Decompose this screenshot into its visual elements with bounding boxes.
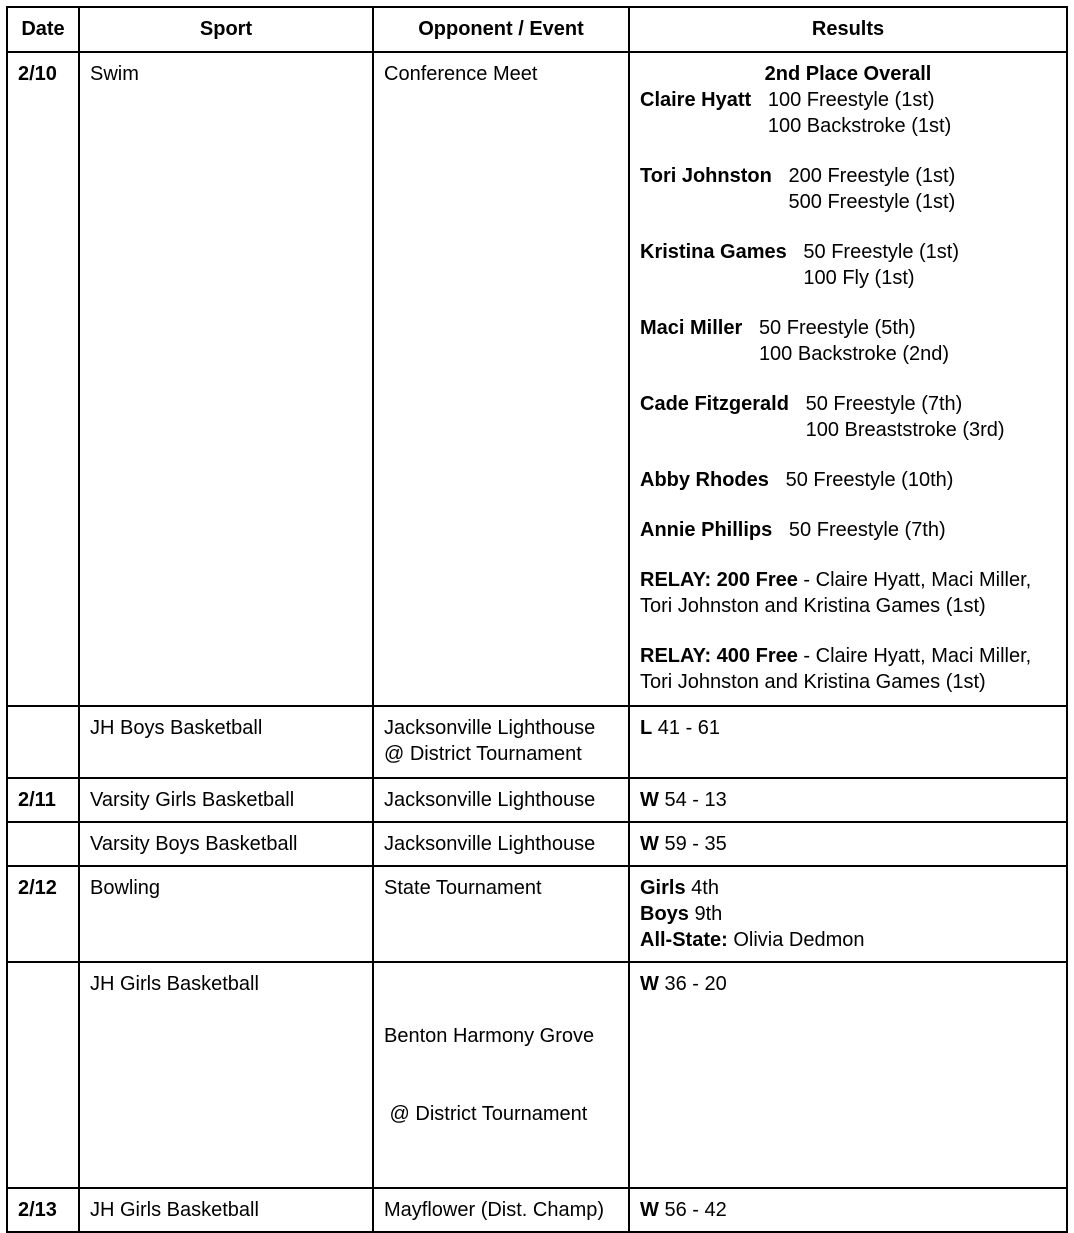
header-results: Results [629,7,1067,52]
date-cell [7,706,79,778]
relay-label: RELAY: 200 Free [640,569,798,591]
swimmer-name: Annie Phillips [640,519,773,541]
swimmer-entry [640,517,1056,543]
swimmer-entry [640,163,1056,215]
swimmer-event: 50 Freestyle (7th) [805,393,963,415]
results-cell [629,866,1067,962]
result-letter: W [640,789,659,811]
swimmer-event-line [640,417,1056,443]
sport-cell: JH Girls Basketball [79,1188,373,1232]
sport-cell: JH Boys Basketball [79,706,373,778]
result-label: Boys [640,903,689,925]
date-cell [7,962,79,1188]
swimmer-name: Claire Hyatt [640,89,752,111]
header-date: Date [7,7,79,52]
opponent-line: Benton Harmony Grove [384,1025,595,1047]
swimmer-entry [640,87,1056,139]
swimmer-event: 100 Backstroke (2nd) [758,343,950,365]
swimmer-event-line [640,391,1056,417]
swimmer-event-line [640,163,1056,189]
date-cell: 2/11 [7,778,79,822]
swimmer-event: 50 Freestyle (10th) [785,469,954,491]
results-cell [629,1188,1067,1232]
swimmer-entry [640,467,1056,493]
swimmer-event: 100 Breaststroke (3rd) [805,419,1005,441]
swimmer-event-line [640,517,1056,543]
relay-text: - Claire Hyatt, Maci Miller, Tori Johnston and Kristina Games (1st) [640,645,1032,693]
result-score: 56 - 42 [658,1199,727,1221]
swimmer-event: 50 Freestyle (5th) [758,317,916,339]
relay-text: - Claire Hyatt, Maci Miller, Tori Johnston and Kristina Games (1st) [640,569,1032,617]
result-label: Girls [640,877,686,899]
table-row [7,1188,1067,1232]
swimmer-name: Abby Rhodes [640,469,769,491]
swimmer-event: 100 Freestyle (1st) [767,89,935,111]
table-row [7,962,1067,1188]
date-cell: 2/12 [7,866,79,962]
sport-cell: Varsity Boys Basketball [79,822,373,866]
swimmer-name: Kristina Games [640,241,787,263]
results-cell [629,52,1067,706]
date-cell: 2/13 [7,1188,79,1232]
date-cell [7,822,79,866]
result-text: 4th [685,877,719,899]
result-score: 41 - 61 [652,717,721,739]
results-cell [629,962,1067,1188]
opponent-cell [373,962,629,1188]
swimmer-list [640,87,1056,543]
swimmer-event: 100 Fly (1st) [803,267,915,289]
opponent-cell: Mayflower (Dist. Champ) [373,1188,629,1232]
swimmer-event-line [640,87,1056,113]
opponent-line: @ District Tournament [384,1103,588,1125]
relay-label: RELAY: 400 Free [640,645,798,667]
results-cell [629,778,1067,822]
swimmer-event-line [640,341,1056,367]
result-score: 36 - 20 [658,973,727,995]
swimmer-event: 500 Freestyle (1st) [788,191,956,213]
swimmer-event: 50 Freestyle (7th) [788,519,946,541]
sport-cell: Varsity Girls Basketball [79,778,373,822]
swimmer-event-line [640,239,1056,265]
relay-entry [640,567,1058,619]
date-cell: 2/10 [7,52,79,706]
swimmer-name: Cade Fitzgerald [640,393,789,415]
swimmer-entry [640,315,1056,367]
results-cell [629,822,1067,866]
swimmer-event-line [640,113,1056,139]
opponent-cell: Jacksonville Lighthouse [373,822,629,866]
opponent-cell: Conference Meet [373,52,629,706]
swimmer-event: 200 Freestyle (1st) [788,165,956,187]
bowling-result-line [640,901,1056,927]
opponent-cell: Jacksonville Lighthouse [373,778,629,822]
relay-list [640,567,1056,695]
opponent-cell: State Tournament [373,866,629,962]
result-label: All-State: [640,929,728,951]
swimmer-event-line [640,265,1056,291]
table-row [7,778,1067,822]
swimmer-entry [640,391,1056,443]
swimmer-event: 100 Backstroke (1st) [767,115,952,137]
swimmer-event: 50 Freestyle (1st) [803,241,960,263]
result-letter: W [640,833,659,855]
opponent-line: Jacksonville Lighthouse [384,717,596,739]
results-table [6,6,1068,1233]
opponent-line: @ District Tournament [384,743,582,765]
relay-entry [640,643,1058,695]
table-row [7,706,1067,778]
swimmer-name: Maci Miller [640,317,743,339]
result-text: Olivia Dedmon [727,929,865,951]
result-letter: W [640,973,659,995]
swimmer-entry [640,239,1056,291]
swimmer-name: Tori Johnston [640,165,772,187]
bowling-result-line [640,875,1056,901]
result-score: 59 - 35 [658,833,727,855]
bowling-result-line [640,927,1056,953]
results-cell [629,706,1067,778]
table-row-bowling [7,866,1067,962]
result-letter: W [640,1199,659,1221]
swimmer-event-line [640,467,1056,493]
opponent-cell [373,706,629,778]
table-row [7,822,1067,866]
swimmer-event-line [640,189,1056,215]
result-score: 54 - 13 [658,789,727,811]
table-row-swim [7,52,1067,706]
header-opponent: Opponent / Event [373,7,629,52]
header-sport: Sport [79,7,373,52]
sport-cell: JH Girls Basketball [79,962,373,1188]
overall-result: 2nd Place Overall [764,63,932,85]
result-text: 9th [688,903,723,925]
sport-cell: Swim [79,52,373,706]
result-letter: L [640,717,653,739]
swimmer-event-line [640,315,1056,341]
header-row [7,7,1067,52]
sport-cell: Bowling [79,866,373,962]
